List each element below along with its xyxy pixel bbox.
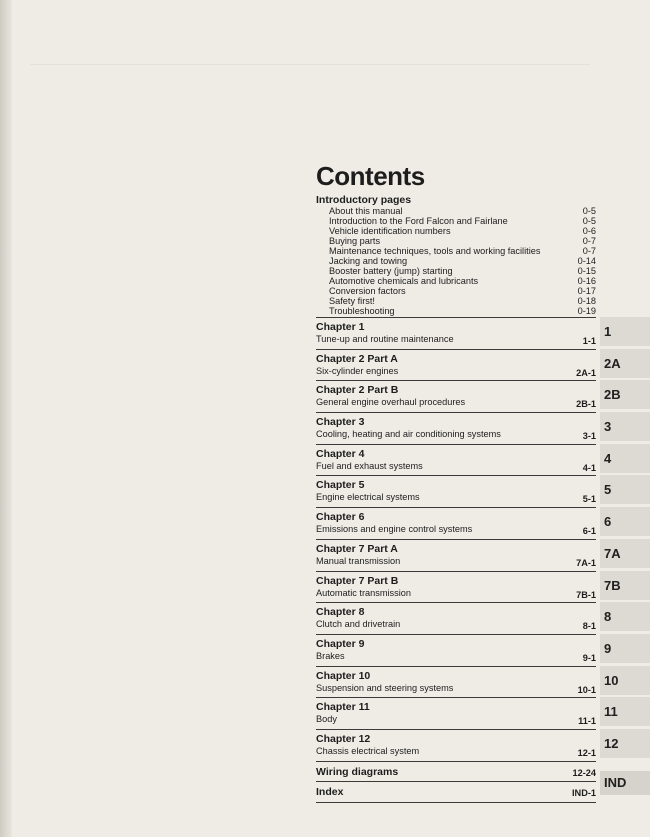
chapter-entry[interactable]: Chapter 7 Part B Automatic transmission 7B-1 xyxy=(316,571,596,603)
chapter-tab[interactable]: 7A xyxy=(600,539,650,568)
intro-item[interactable]: Introduction to the Ford Falcon and Fairlane 0-5 xyxy=(329,216,596,226)
intro-item[interactable]: About this manual 0-5 xyxy=(329,206,596,216)
intro-list xyxy=(329,206,596,316)
intro-item[interactable]: Maintenance techniques, tools and working facilities 0-7 xyxy=(329,246,596,256)
chapter-tab[interactable]: 5 xyxy=(600,475,650,504)
page-edge xyxy=(0,0,12,837)
header-rule xyxy=(30,64,590,65)
chapter-tab[interactable]: 8 xyxy=(600,602,650,631)
chapter-entry[interactable]: Chapter 1 Tune-up and routine maintenance 1-1 xyxy=(316,317,596,349)
chapter-tab[interactable]: 1 xyxy=(600,317,650,346)
intro-item[interactable]: Booster battery (jump) starting 0-15 xyxy=(329,266,596,276)
chapter-entry[interactable]: Chapter 7 Part A Manual transmission 7A-1 xyxy=(316,539,596,571)
intro-item[interactable]: Automotive chemicals and lubricants 0-16 xyxy=(329,276,596,286)
intro-item[interactable]: Troubleshooting 0-19 xyxy=(329,306,596,316)
chapter-entry[interactable]: Chapter 6 Emissions and engine control systems 6-1 xyxy=(316,507,596,539)
intro-item[interactable]: Jacking and towing 0-14 xyxy=(329,256,596,266)
chapter-tab[interactable]: 2B xyxy=(600,380,650,409)
chapter-entry[interactable]: Chapter 2 Part A Six-cylinder engines 2A-1 xyxy=(316,349,596,381)
chapter-entry[interactable]: Chapter 4 Fuel and exhaust systems 4-1 xyxy=(316,444,596,476)
chapter-entry[interactable]: Chapter 3 Cooling, heating and air conditioning systems 3-1 xyxy=(316,412,596,444)
page-title: Contents xyxy=(316,161,425,191)
chapter-tab[interactable]: 11 xyxy=(600,697,650,726)
intro-item[interactable]: Vehicle identification numbers 0-6 xyxy=(329,226,596,236)
wiring-diagrams-entry[interactable]: Wiring diagrams 12-24 xyxy=(316,761,596,782)
chapter-entry[interactable]: Chapter 12 Chassis electrical system 12-1 xyxy=(316,729,596,761)
intro-item[interactable]: Conversion factors 0-17 xyxy=(329,286,596,296)
chapter-entry[interactable]: Chapter 10 Suspension and steering systems 10-1 xyxy=(316,666,596,698)
chapter-tab[interactable]: 6 xyxy=(600,507,650,536)
chapter-tab[interactable]: 9 xyxy=(600,634,650,663)
contents-section xyxy=(316,160,596,316)
intro-heading: Introductory pages xyxy=(316,194,412,206)
chapter-entry[interactable]: Chapter 5 Engine electrical systems 5-1 xyxy=(316,475,596,507)
chapter-tab[interactable]: 7B xyxy=(600,571,650,600)
chapter-tab[interactable]: 12 xyxy=(600,729,650,758)
index-tab[interactable]: IND xyxy=(600,771,650,795)
chapter-entry[interactable]: Chapter 8 Clutch and drivetrain 8-1 xyxy=(316,602,596,634)
chapter-tab[interactable]: 10 xyxy=(600,666,650,695)
intro-item[interactable]: Safety first! 0-18 xyxy=(329,296,596,306)
thumb-tabs xyxy=(600,317,650,798)
chapter-tab[interactable]: 2A xyxy=(600,349,650,378)
chapter-tab[interactable]: 4 xyxy=(600,444,650,473)
chapter-entry[interactable]: Chapter 9 Brakes 9-1 xyxy=(316,634,596,666)
bottom-rule xyxy=(316,802,596,803)
index-entry[interactable]: Index IND-1 xyxy=(316,781,596,802)
chapter-entry[interactable]: Chapter 11 Body 11-1 xyxy=(316,697,596,729)
chapter-tab[interactable]: 3 xyxy=(600,412,650,441)
chapter-entry[interactable]: Chapter 2 Part B General engine overhaul procedures 2B-1 xyxy=(316,380,596,412)
chapter-list xyxy=(316,317,596,803)
intro-item[interactable]: Buying parts 0-7 xyxy=(329,236,596,246)
